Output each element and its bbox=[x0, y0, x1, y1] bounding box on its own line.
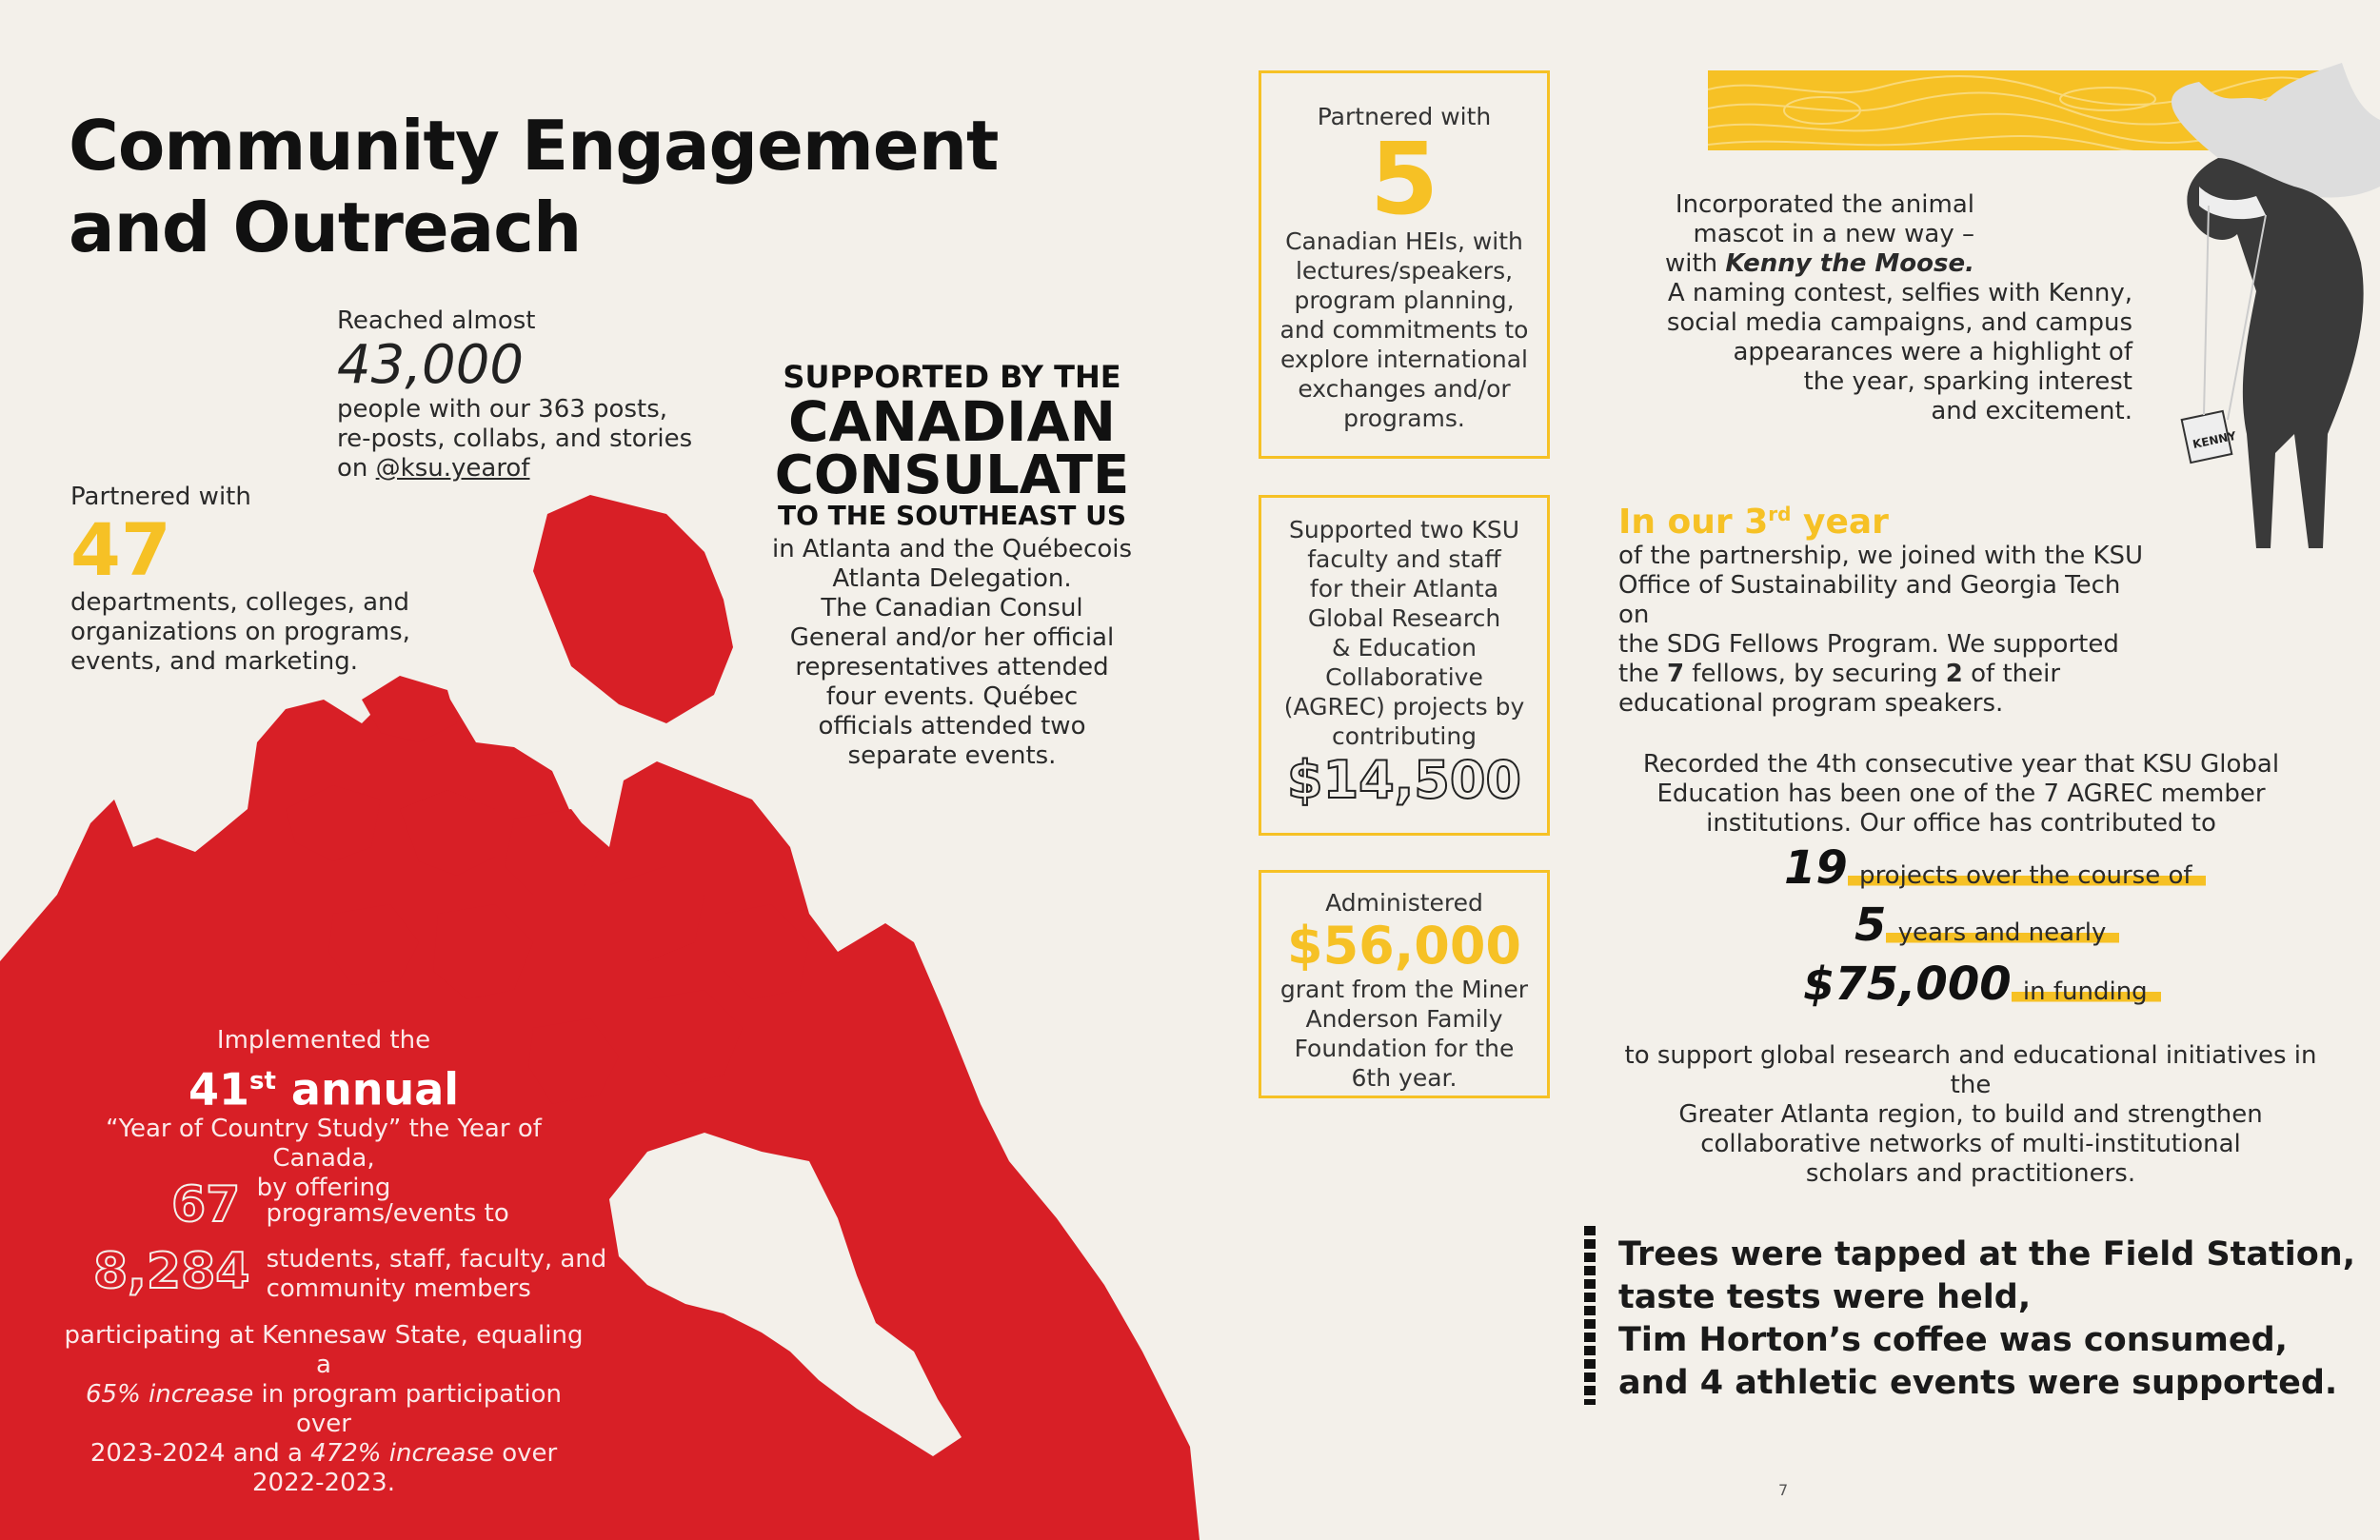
box1-number: 5 bbox=[1369, 121, 1439, 237]
mascot-text-continued: A naming contest, selfies with Kenny, social media campaigns, and campus appearances were a highlight of the year, sparking interest and excitement. bbox=[1666, 279, 2132, 425]
box-agrec-support: Supported two KSU faculty and staff for their Atlanta Global Research & Education Collaborative (AGREC) projects by contributing $14,500 bbox=[1259, 495, 1550, 836]
third-year-block: In our 3rd year of the partnership, we joined with the KSU Office of Sustainability and Georgia Tech on the SDG Fellows Program. We supported the 7 fellows, by securing 2 of their educational program speakers. bbox=[1618, 495, 2152, 719]
consulate-heading-1: SUPPORTED BY THE bbox=[783, 359, 1121, 395]
agrec-closing: to support global research and educational initiatives in the Greater Atlanta region, to build and strengthen collaborative networks of multi-institutional scholars and practitioners. bbox=[1624, 1041, 2317, 1188]
mascot-text: Incorporated the animal mascot in a new way – with Kenny the Moose. bbox=[1664, 190, 1974, 278]
box-partnered-5: Partnered with 5 Canadian HEIs, with lectures/speakers, program planning, and commitments to explore international exchanges and/or programs. bbox=[1259, 70, 1550, 459]
box3-amount: $56,000 bbox=[1287, 916, 1521, 976]
page-title: Community Engagement and Outreach bbox=[69, 106, 999, 267]
annual-participation-text: participating at Kennesaw State, equaling a 65% increase in program participation over 2023-2024 and a 472% increase over 2022-2023. bbox=[64, 1321, 584, 1497]
kenny-name-tag: KENNY bbox=[2191, 428, 2238, 452]
quote-text: Trees were tapped at the Field Station, taste tests were held, Tim Horton’s coffee was consumed, and 4 athletic events were supported. bbox=[1618, 1235, 2355, 1402]
reach-block bbox=[337, 306, 692, 484]
annual-heading: 41st annual bbox=[188, 1063, 460, 1116]
annual-prefix: Implemented the bbox=[216, 1026, 431, 1055]
agrec-stat-funding: $75,000 in funding bbox=[1803, 958, 2161, 1011]
agrec-stat-projects: 19 projects over the course of bbox=[1784, 841, 2206, 895]
reach-prefix: Reached almost bbox=[337, 306, 536, 335]
reach-line: people with our 363 posts, bbox=[337, 395, 668, 424]
consulate-text: in Atlanta and the Québecois Atlanta Delegation. The Canadian Consul General and/or her official representatives attended four events. Québec officials attended two separate events. bbox=[771, 535, 1133, 770]
consulate-heading-4: TO THE SOUTHEAST US bbox=[777, 500, 1126, 531]
agrec-stat-years: 5 years and nearly bbox=[1854, 898, 2119, 952]
annual-stat-8284: 8,284 students, staff, faculty, and community members bbox=[93, 1243, 607, 1303]
reach-line: on @ksu.yearof bbox=[337, 454, 530, 483]
consulate-block bbox=[771, 359, 1133, 771]
partner47-number: 47 bbox=[70, 507, 171, 592]
page-number: 7 bbox=[1778, 1481, 1789, 1499]
annual-stat-67: 67 programs/events to bbox=[171, 1176, 509, 1234]
quote-bar bbox=[1584, 1226, 1596, 1405]
instagram-handle-link[interactable]: @ksu.yearof bbox=[375, 454, 530, 483]
box-grant: Administered $56,000 grant from the Miner Anderson Family Foundation for the 6th year. bbox=[1259, 870, 1550, 1098]
third-year-heading: In our 3rd year bbox=[1618, 503, 1889, 542]
partner47-prefix: Partnered with bbox=[70, 483, 251, 511]
annual-block: Implemented the 41st annual “Year of Country Study” the Year of Canada, by offering bbox=[57, 1026, 590, 1203]
consulate-heading-3: CONSULATE bbox=[774, 444, 1130, 506]
reach-line: re-posts, collabs, and stories bbox=[337, 424, 693, 453]
agrec-intro: Recorded the 4th consecutive year that KSU Global Education has been one of the 7 AGREC member institutions. Our office has contributed to bbox=[1642, 750, 2280, 838]
consulate-heading-2: CANADIAN bbox=[787, 389, 1117, 454]
reach-number: 43,000 bbox=[337, 334, 524, 396]
box2-amount: $14,500 bbox=[1287, 750, 1521, 810]
partner47-block: Partnered with 47 departments, colleges, and organizations on programs, events, and marketing. bbox=[70, 483, 410, 676]
